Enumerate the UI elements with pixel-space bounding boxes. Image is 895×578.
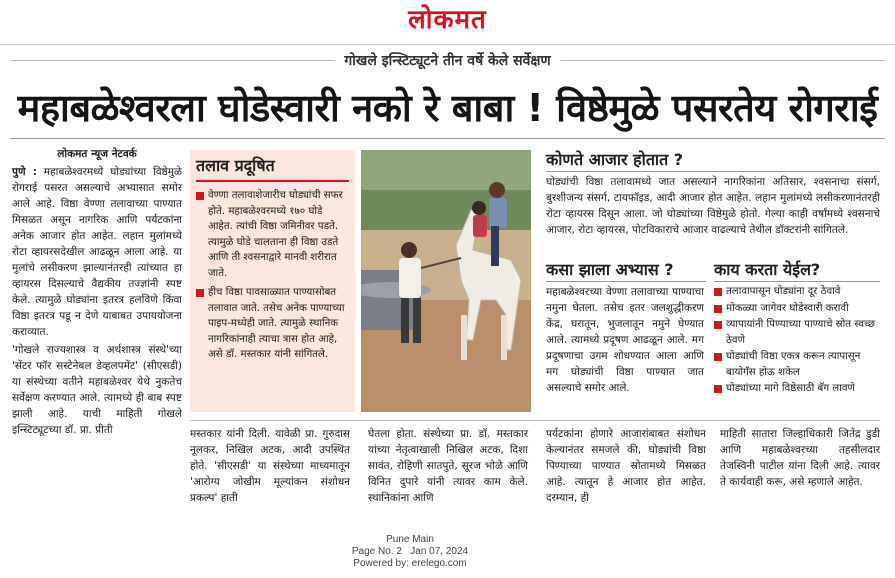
continuation-paragraph: पर्यटकांना होणारे आजारांबाबत संशोधन केल्यानंतर समजले की, घोड्यांची विष्ठा पिण्याच्या पाण्यात स्रोतामध्ये मिसळत आहे. त्यातून हे आजार होत आहेत. दरम्यान, ही <box>546 428 706 504</box>
dateline: पुणे : <box>12 166 37 178</box>
remedies-title-rule <box>714 281 880 282</box>
headline: महाबळेश्वरला घोडेस्वारी नको रे बाबा ! विष्ठेमुळे पसरतेय रोगराई <box>17 86 878 130</box>
sidebar-item <box>190 188 355 281</box>
red-square-bullet-icon <box>714 385 722 393</box>
article-column-5 <box>720 426 880 492</box>
kicker-bar <box>10 50 885 72</box>
remedy-text: तलावापासून घोड्यांना दूर ठेवावे <box>726 286 841 297</box>
photo-illustration <box>361 150 531 412</box>
red-square-bullet-icon <box>714 353 722 361</box>
remedy-item <box>714 301 880 317</box>
continuation-paragraph: माहिती सातारा जिल्हाधिकारी जितेंद्र डुडी आणि महाबळेश्वरच्या तहसीलदार तेजस्विनी पाटील यांना दिली आहे. त्यावर ते कार्यवाही करू, असे म्हणाले आहेत. <box>720 428 880 488</box>
continuation-paragraph: मस्तकार यांनी दिली. यावेळी प्रा. गुरुदास नूलकर, निखिल अटक, आदी उपस्थित होते. 'सीएसडी' या संस्थेच्या माध्यमातून 'आरोग्य जोखीम मूल्यांकन संशोधन प्रकल्प' हाती <box>190 428 350 504</box>
kicker-text: गोखले इन्स्टिट्यूटने तीन वर्षे केले सर्वेक्षण <box>334 50 560 72</box>
red-square-bullet-icon <box>714 305 722 313</box>
second-paragraph: 'गोखले राज्यशास्त्र व अर्थशास्त्र संस्थे'च्या 'सेंटर फॉर सस्टेनेबल डेव्हलपमेंट' (सीएसडी) या संस्थेच्या वतीने महाबळेश्वर येथे नुकतेच सर्वेक्षण करण्यात आले. त्यामध्ये ही बाब स्पष्ट झाली आहे. याची माहिती गोखले इन्स्टिट्यूटच्या डॉ. प्रा. प्रीती <box>12 344 182 436</box>
sidebar-box <box>190 150 355 412</box>
sidebar-item-text: हीच विष्ठा पावसाळ्यात पाण्यासोबत तलावात जाते. तसेच अनेक पाण्याच्या पाइप-मध्येही जाते. त्यामुळे स्थानिक नागरिकांनाही त्याचा त्रास होत आहे, असे डॉ. मस्तकार यांनी सांगितले. <box>208 287 345 360</box>
red-square-bullet-icon <box>196 192 204 200</box>
remedy-item <box>714 284 880 300</box>
page-number-date: Page No. 2 Jan 07, 2024 <box>351 546 469 557</box>
article-column-4 <box>546 426 706 508</box>
article-column-3 <box>368 426 528 508</box>
study-paragraph: महाबळेश्वरच्या वेण्णा तलावाच्या पाण्याचा नमुना घेतला. तसेच इतर जलशुद्धीकरण केंद्र, घरातून, भुजलातून नमुने घेण्यात आले. त्यामध्ये प्रदूषण आढळून आले. मग प्रदूषणाचा उगम शोधण्यात आला आणि मग घोड्यांची विष्ठा पाण्यात जात असल्याचे समोर आले. <box>546 286 704 394</box>
remedy-text: मोकळ्या जागेवर घोडेस्वारी करावी <box>726 302 849 314</box>
sidebar-title-rule <box>196 180 349 182</box>
lead-text: महाबळेश्वरमध्ये घोड्यांच्या विष्ठेमुळे रोगराई पसरत असल्याचे अभ्यासात समोर आले आहे. विष्ठा वेण्णा तलावाच्या पाण्यात मिसळत असून नागरिक आणि पर्यटकांना अनेक आजार होत आहेत. लहान मुलांमध्ये रोटा व्हायरसदेखील आढळून आला आहे. या मुलांचे लसीकरण झाल्यानंतरही त्यांच्यात हा व्हायरस दिसल्याचे वैद्यकीय तज्ज्ञांनी स्पष्ट केले. त्यामुळे घोड्यांना इतरत्र हलविणे किंवा विष्ठा इतरत्र पडू न देणे याबाबत उपाययोजना कराव्यात. <box>12 166 182 338</box>
headline-rule <box>10 138 885 139</box>
study-title: कसा झाला अभ्यास ? <box>546 260 674 279</box>
remedy-item <box>714 317 880 348</box>
remedy-item <box>714 381 880 397</box>
newspaper-logo: लोकमत <box>408 5 487 35</box>
news-photo-horse-riding <box>361 150 531 412</box>
red-square-bullet-icon <box>196 289 204 297</box>
remedy-text: व्यापायांनी पिण्याच्या पाण्याचे स्रोत स्वच्छ ठेवणे <box>726 319 875 346</box>
illnesses-text <box>546 174 880 240</box>
remedy-item <box>714 349 880 380</box>
continuation-paragraph: घेतला होता. संस्थेच्या प्रा. डॉ. मस्तकार यांच्या नेतृत्वाखाली निखिल अटक, दिशा सावंत, रोहिणी सातपुते, सूरज भोळे आणि विनित दुपारे यांनी त्यावर काम केले. स्थानिकांना आणि <box>368 428 528 504</box>
byline: लोकमत न्यूज नेटवर्क <box>57 148 137 160</box>
page-footer <box>350 534 470 570</box>
illnesses-paragraph: घोड्यांची विष्ठा तलावामध्ये जात असल्याने नागरिकांना अतिसार, श्वसनाचा संसर्ग, बुरशीजन्य संसर्ग, टायफॉइड, आदी आजार होत आहेत. लहान मुलांमध्ये लसीकरणानंतरही रोटा व्हायरस दिसून आला. जो घोड्यांच्या विष्ठेमुळे होतो. गेल्या काही वर्षांमध्ये श्वसनाचे आजार, रोटा व्हायरस, पोटविकाराचे आजार वाढल्याचे तेथील डॉक्टरांनी सांगितले. <box>546 176 880 236</box>
bottom-section-rule <box>190 420 880 421</box>
article-column-2 <box>190 426 350 508</box>
study-title-rule <box>546 281 706 282</box>
illnesses-title-rule <box>546 171 880 172</box>
edition-name: Pune Main <box>386 534 434 545</box>
lead-paragraph <box>12 164 182 340</box>
sidebar-item-text: वेण्णा तलावाशेजारीच घोड्यांची सफर होते. महाबळेश्वरमध्ये १७० घोडे आहेत. त्यांची विष्ठा जमिनीवर पडते. त्यामुळे घोडे चालताना ही विष्ठा उडते आणि ती श्वसनाद्वारे मानवी शरीरात जाते. <box>208 190 343 279</box>
red-square-bullet-icon <box>714 321 722 329</box>
study-text <box>546 284 704 398</box>
illnesses-title: कोणते आजार होतात ? <box>546 150 684 169</box>
masthead-rule <box>0 44 895 45</box>
red-square-bullet-icon <box>714 288 722 296</box>
remedy-text: घोड्यांची विष्ठा एकत्र करून त्यापासून बायोगॅस होऊ शकेल <box>726 351 861 378</box>
sidebar-title: तलाव प्रदूषित <box>196 156 275 175</box>
article-column-1 <box>12 146 182 440</box>
remedies-title: काय करता येईल? <box>714 260 821 279</box>
remedies-list <box>714 284 880 398</box>
powered-by: Powered by: erelego.com <box>353 558 467 569</box>
sidebar-item <box>190 285 355 363</box>
remedy-text: घोड्यांच्या मागे विष्ठेसाठी बॅग लावणे <box>726 383 855 394</box>
masthead <box>0 0 895 44</box>
